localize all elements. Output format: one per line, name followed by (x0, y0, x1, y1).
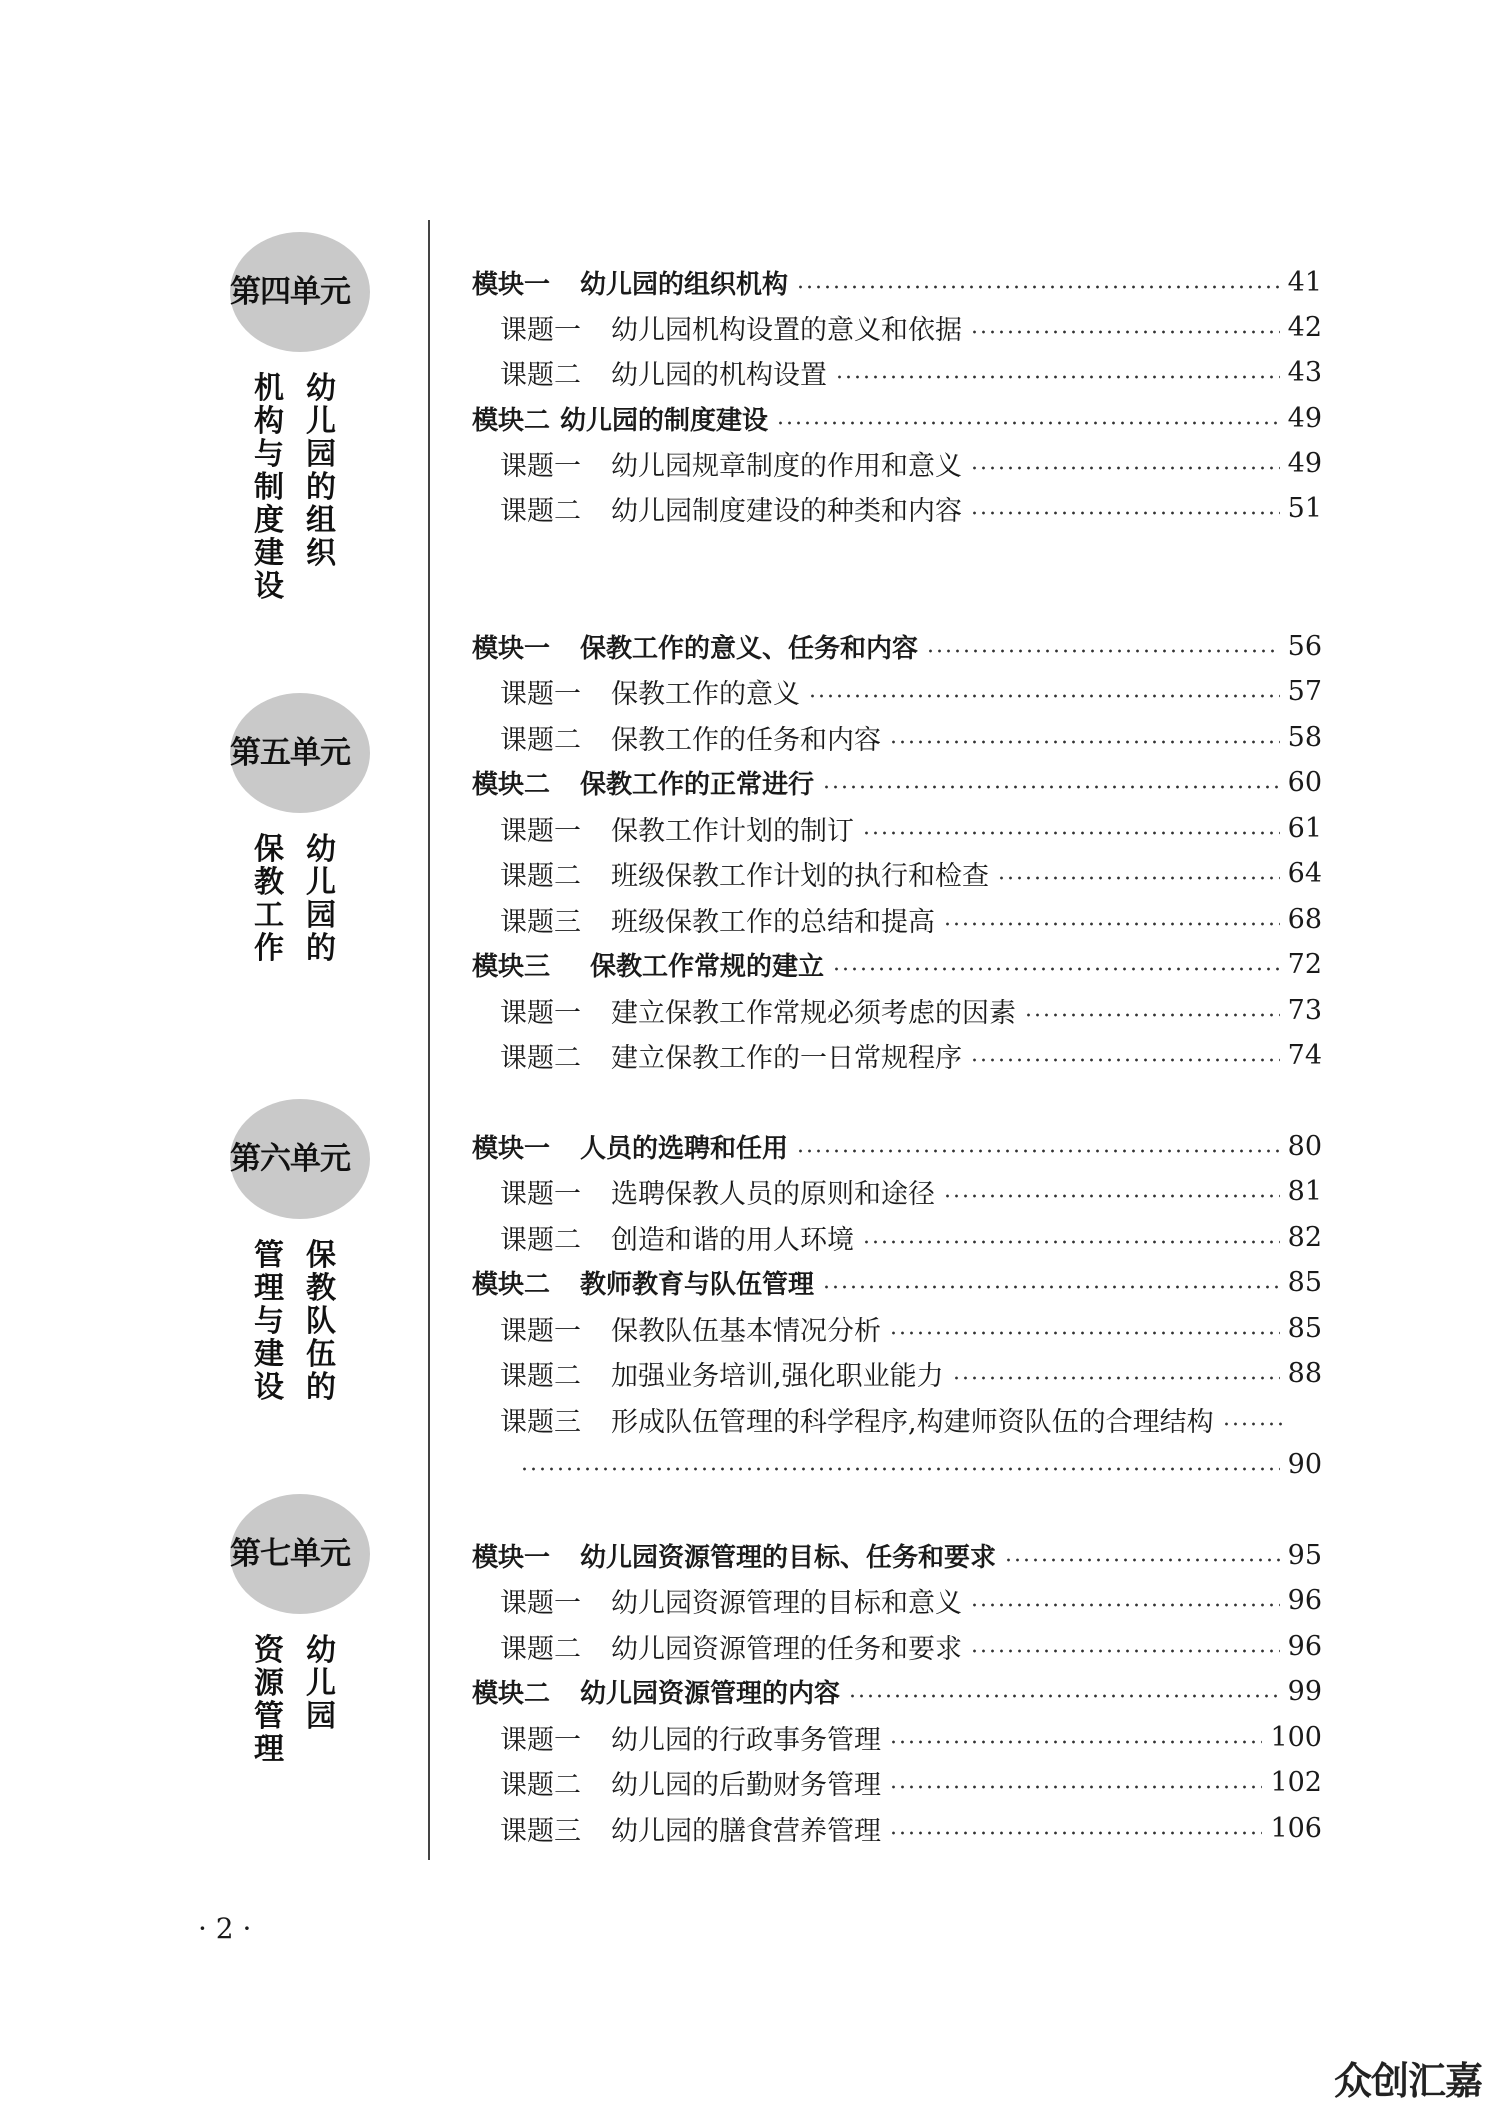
leader-dots (970, 466, 1280, 470)
leader-dots (970, 511, 1280, 515)
entry-page: 85 (1287, 1266, 1322, 1298)
entry-page: 60 (1287, 766, 1322, 798)
entry-title: 幼儿园的机构设置 (611, 359, 827, 391)
toc-lesson-entry[interactable] (500, 853, 1322, 893)
entry-title: 保教工作常规的建立 (590, 951, 825, 982)
entry-label: 课题一 (500, 450, 581, 482)
entry-label: 课题二 (500, 860, 581, 892)
toc-module-entry[interactable] (472, 762, 1322, 802)
entry-title: 幼儿园资源管理的目标和意义 (611, 1587, 962, 1619)
toc-lesson-entry[interactable] (500, 1035, 1322, 1075)
unit-title-col-2: 幼儿园的组织 (306, 371, 336, 571)
entry-page: 96 (1287, 1584, 1322, 1616)
toc-module-entry[interactable] (472, 262, 1322, 302)
toc-lesson-entry[interactable] (500, 717, 1322, 757)
toc-lesson-entry[interactable] (500, 1762, 1322, 1802)
entry-title: 幼儿园的行政事务管理 (611, 1724, 881, 1756)
toc-lesson-entry[interactable] (500, 488, 1322, 528)
entry-page: 74 (1287, 1039, 1322, 1071)
entry-title: 建立保教工作常规必须考虑的因素 (611, 997, 1016, 1029)
unit-title-col-1: 保教工作 (254, 832, 284, 966)
entry-label: 模块二 (472, 405, 551, 436)
entry-label: 课题二 (500, 1633, 581, 1665)
entry-title: 保教工作计划的制订 (611, 815, 854, 847)
entry-page: 90 (1287, 1448, 1322, 1480)
unit-badge-title: 第五单元 (230, 735, 350, 771)
toc-lesson-entry[interactable] (500, 1308, 1322, 1348)
entry-label: 课题二 (500, 495, 581, 527)
leader-dots (1024, 1013, 1280, 1017)
entry-label: 模块二 (472, 1678, 551, 1709)
unit-badge-title: 第七单元 (230, 1536, 350, 1572)
leader-dots (889, 1831, 1262, 1835)
leader-dots (796, 1149, 1280, 1153)
leader-dots (997, 876, 1280, 880)
entry-label: 课题一 (500, 1178, 581, 1210)
entry-title: 人员的选聘和任用 (580, 1133, 789, 1164)
unit-title-col-2: 幼儿园的 (306, 832, 336, 966)
entry-title: 幼儿园制度建设的种类和内容 (611, 495, 962, 527)
entry-title: 幼儿园的组织机构 (580, 269, 789, 300)
entry-page: 58 (1287, 721, 1322, 753)
entry-label: 课题一 (500, 815, 581, 847)
toc-module-entry[interactable] (472, 1671, 1322, 1711)
entry-label: 课题三 (500, 1815, 581, 1847)
entry-title: 保教工作的正常进行 (580, 769, 815, 800)
entry-title: 幼儿园机构设置的意义和依据 (611, 314, 962, 346)
toc-module-entry[interactable] (472, 1535, 1322, 1575)
entry-label: 模块三 (472, 951, 551, 982)
entry-page: 106 (1270, 1812, 1322, 1844)
entry-title: 幼儿园的后勤财务管理 (611, 1769, 881, 1801)
leader-dots (943, 1194, 1280, 1198)
entry-page: 81 (1287, 1175, 1322, 1207)
toc-module-entry[interactable] (472, 1262, 1322, 1302)
page-number: · 2 · (198, 1912, 252, 1945)
leader-dots (926, 649, 1280, 653)
toc-lesson-entry[interactable] (500, 1353, 1322, 1393)
leader-dots (776, 421, 1280, 425)
entry-label: 模块一 (472, 1133, 551, 1164)
entry-label: 课题一 (500, 997, 581, 1029)
entry-label: 模块一 (472, 269, 551, 300)
leader-dots (822, 785, 1280, 789)
entry-label: 课题三 (500, 1406, 581, 1438)
toc-lesson-entry[interactable] (500, 1808, 1322, 1848)
toc-module-entry[interactable] (472, 944, 1322, 984)
entry-title: 保教工作的意义、任务和内容 (580, 633, 919, 664)
leader-dots (862, 831, 1280, 835)
entry-page: 61 (1287, 812, 1322, 844)
entry-title: 保教工作的任务和内容 (611, 724, 881, 756)
entry-title: 建立保教工作的一日常规程序 (611, 1042, 962, 1074)
toc-continuation-entry[interactable] (520, 1444, 1322, 1484)
entry-label: 课题二 (500, 1042, 581, 1074)
unit-title-col-2: 保教队伍的 (306, 1238, 336, 1405)
toc-lesson-entry[interactable] (500, 671, 1322, 711)
leader-dots (832, 967, 1280, 971)
entry-title: 加强业务培训,强化职业能力 (611, 1360, 944, 1392)
entry-label: 课题一 (500, 314, 581, 346)
entry-page: 85 (1287, 1312, 1322, 1344)
entry-title: 保教工作的意义 (611, 678, 800, 710)
entry-label: 模块一 (472, 1542, 551, 1573)
divider-line (428, 220, 430, 1860)
leader-dots (862, 1240, 1280, 1244)
entry-page: 96 (1287, 1630, 1322, 1662)
entry-title: 幼儿园资源管理的内容 (580, 1678, 841, 1709)
toc-module-entry[interactable] (472, 626, 1322, 666)
entry-page: 100 (1270, 1721, 1322, 1753)
toc-lesson-entry[interactable] (500, 899, 1322, 939)
entry-label: 课题二 (500, 724, 581, 756)
unit-title-col-1: 资源管理 (254, 1633, 284, 1767)
entry-label: 课题三 (500, 906, 581, 938)
entry-title: 幼儿园的制度建设 (560, 405, 769, 436)
entry-page: 64 (1287, 857, 1322, 889)
toc-module-entry[interactable] (472, 398, 1322, 438)
entry-label: 课题一 (500, 1587, 581, 1619)
entry-page: 73 (1287, 994, 1322, 1026)
entry-label: 课题一 (500, 678, 581, 710)
entry-page: 95 (1287, 1539, 1322, 1571)
entry-page: 57 (1287, 675, 1322, 707)
unit-badge-title: 第四单元 (230, 274, 350, 310)
entry-label: 课题二 (500, 1769, 581, 1801)
entry-page: 51 (1287, 492, 1322, 524)
unit-badge-title: 第六单元 (230, 1141, 350, 1177)
entry-title: 幼儿园的膳食营养管理 (611, 1815, 881, 1847)
entry-title: 创造和谐的用人环境 (611, 1224, 854, 1256)
leader-dots (970, 1649, 1280, 1653)
unit-title-col-1: 机构与制度建设 (254, 371, 284, 604)
entry-title: 幼儿园规章制度的作用和意义 (611, 450, 962, 482)
toc-lesson-entry[interactable] (500, 307, 1322, 347)
entry-label: 模块一 (472, 633, 551, 664)
entry-page: 49 (1287, 402, 1322, 434)
toc-lesson-entry[interactable] (500, 808, 1322, 848)
leader-dots (943, 922, 1280, 926)
entry-page: 72 (1287, 948, 1322, 980)
leader-dots (889, 1740, 1262, 1744)
leader-dots (848, 1694, 1280, 1698)
entry-page: 43 (1287, 356, 1322, 388)
toc-lesson-entry[interactable] (500, 352, 1322, 392)
entry-label: 课题二 (500, 1224, 581, 1256)
unit-title-col-2: 幼儿园 (306, 1633, 336, 1734)
leader-dots (796, 285, 1280, 289)
toc-lesson-entry[interactable] (500, 1580, 1322, 1620)
entry-title: 班级保教工作的总结和提高 (611, 906, 935, 938)
toc-lesson-entry[interactable] (500, 1171, 1322, 1211)
leader-dots (970, 1058, 1280, 1062)
entry-label: 课题一 (500, 1315, 581, 1347)
entry-page: 41 (1287, 266, 1322, 298)
entry-label: 模块二 (472, 1269, 551, 1300)
entry-title: 幼儿园资源管理的目标、任务和要求 (580, 1542, 997, 1573)
entry-page: 49 (1287, 447, 1322, 479)
leader-dots (889, 740, 1280, 744)
leader-dots (1222, 1422, 1284, 1426)
toc-lesson-entry[interactable] (500, 1217, 1322, 1257)
entry-title: 幼儿园资源管理的任务和要求 (611, 1633, 962, 1665)
entry-page: 102 (1270, 1766, 1322, 1798)
leader-dots (889, 1331, 1280, 1335)
leader-dots (808, 694, 1280, 698)
leader-dots (970, 1603, 1280, 1607)
entry-label: 课题一 (500, 1724, 581, 1756)
entry-title: 选聘保教人员的原则和途径 (611, 1178, 935, 1210)
entry-title: 班级保教工作计划的执行和检查 (611, 860, 989, 892)
toc-lesson-entry[interactable] (500, 1399, 1322, 1439)
entry-page: 42 (1287, 311, 1322, 343)
leader-dots (952, 1376, 1280, 1380)
leader-dots (835, 375, 1280, 379)
entry-page: 82 (1287, 1221, 1322, 1253)
toc-lesson-entry[interactable] (500, 990, 1322, 1030)
watermark-logo: 众创汇嘉 (1334, 2059, 1483, 2103)
leader-dots (970, 330, 1280, 334)
entry-page: 99 (1287, 1675, 1322, 1707)
leader-dots (889, 1785, 1262, 1789)
leader-dots (1004, 1558, 1280, 1562)
toc-lesson-entry[interactable] (500, 1717, 1322, 1757)
toc-module-entry[interactable] (472, 1126, 1322, 1166)
entry-page: 56 (1287, 630, 1322, 662)
entry-label: 课题二 (500, 1360, 581, 1392)
entry-page: 80 (1287, 1130, 1322, 1162)
toc-lesson-entry[interactable] (500, 443, 1322, 483)
entry-title: 保教队伍基本情况分析 (611, 1315, 881, 1347)
entry-page: 88 (1287, 1357, 1322, 1389)
unit-title-col-1: 管理与建设 (254, 1238, 284, 1405)
entry-title: 形成队伍管理的科学程序,构建师资队伍的合理结构 (611, 1406, 1214, 1438)
entry-label: 课题二 (500, 359, 581, 391)
toc-lesson-entry[interactable] (500, 1626, 1322, 1666)
leader-dots (520, 1467, 1280, 1471)
entry-title: 教师教育与队伍管理 (580, 1269, 815, 1300)
entry-page: 68 (1287, 903, 1322, 935)
leader-dots (822, 1285, 1280, 1289)
entry-label: 模块二 (472, 769, 551, 800)
